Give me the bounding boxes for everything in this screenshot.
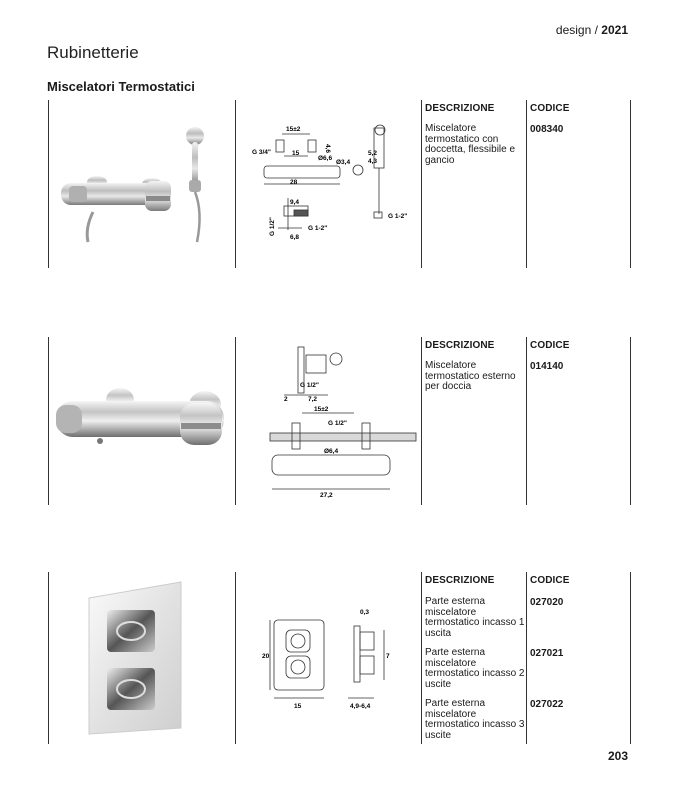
header-separator: / xyxy=(591,23,602,37)
dim-label: G 1/2" xyxy=(269,217,276,236)
dim-label: Ø3,4 xyxy=(336,159,351,166)
product-photo-exposed-thermostatic-mixer xyxy=(50,375,230,465)
dim-label: Ø6,4 xyxy=(324,448,339,455)
dim-label: 4,9-6,4 xyxy=(350,703,371,710)
dim-label: 28 xyxy=(290,179,298,186)
section-subtitle: Miscelatori Termostatici xyxy=(47,79,195,94)
page-number: 203 xyxy=(607,749,628,763)
product-description: Parte esterna miscelatore termostatico incasso 2 uscite xyxy=(425,647,525,690)
product-code: 027021 xyxy=(530,648,564,659)
product-code: 027022 xyxy=(530,699,564,710)
description-header: DESCRIZIONE xyxy=(425,575,495,586)
code-header: CODICE xyxy=(530,575,570,586)
page-header xyxy=(556,23,628,37)
product-code: 008340 xyxy=(530,124,564,135)
dim-label: 20 xyxy=(262,653,270,660)
product-code: 027020 xyxy=(530,597,564,608)
product-code: 014140 xyxy=(530,361,564,372)
dim-label: 15±2 xyxy=(286,126,301,133)
dim-label: 15 xyxy=(292,150,300,157)
dim-label: Ø6,6 xyxy=(318,155,333,162)
dim-label: 7 xyxy=(386,653,390,660)
header-year: 2021 xyxy=(601,23,628,37)
dim-label: 0,3 xyxy=(360,609,370,616)
technical-drawing-3 xyxy=(262,600,422,720)
description-header: DESCRIZIONE xyxy=(425,103,495,114)
dim-label: 4,6 xyxy=(324,144,331,154)
dim-label: 5,2 xyxy=(368,150,378,157)
dim-label: 4,3 xyxy=(368,158,378,165)
technical-drawing-2 xyxy=(262,343,422,503)
product-photo-shower-mixer-with-handshower xyxy=(55,120,230,245)
product-description: Parte esterna miscelatore termostatico incasso 1 uscita xyxy=(425,596,525,639)
code-header: CODICE xyxy=(530,340,570,351)
dim-label: G 1-2" xyxy=(388,213,408,220)
header-section: design xyxy=(555,23,592,37)
dim-label: 9,4 xyxy=(290,199,300,206)
product-description: Miscelatore termostatico esterno per doccia xyxy=(425,360,516,392)
page-title: Rubinetterie xyxy=(47,43,139,62)
dim-label: G 1/2" xyxy=(300,382,319,389)
dim-label: 27,2 xyxy=(320,492,333,499)
code-header: CODICE xyxy=(530,103,570,114)
dim-label: G 3/4" xyxy=(252,149,271,156)
product-description: Miscelatore termostatico con doccetta, flessibile e gancio xyxy=(425,123,516,166)
dim-label: G 1/2" xyxy=(328,420,347,427)
dim-label: 15±2 xyxy=(314,406,329,413)
product-description: Parte esterna miscelatore termostatico incasso 3 uscite xyxy=(425,698,525,741)
dim-label: 6,8 xyxy=(290,234,300,241)
technical-drawing-1 xyxy=(250,118,415,248)
description-header: DESCRIZIONE xyxy=(425,340,495,351)
dim-label: G 1-2" xyxy=(308,225,328,232)
dim-label: 2 xyxy=(284,396,288,403)
product-photo-concealed-thermostatic-plate xyxy=(85,578,185,738)
dim-label: 7,2 xyxy=(308,396,318,403)
dim-label: 15 xyxy=(294,703,302,710)
